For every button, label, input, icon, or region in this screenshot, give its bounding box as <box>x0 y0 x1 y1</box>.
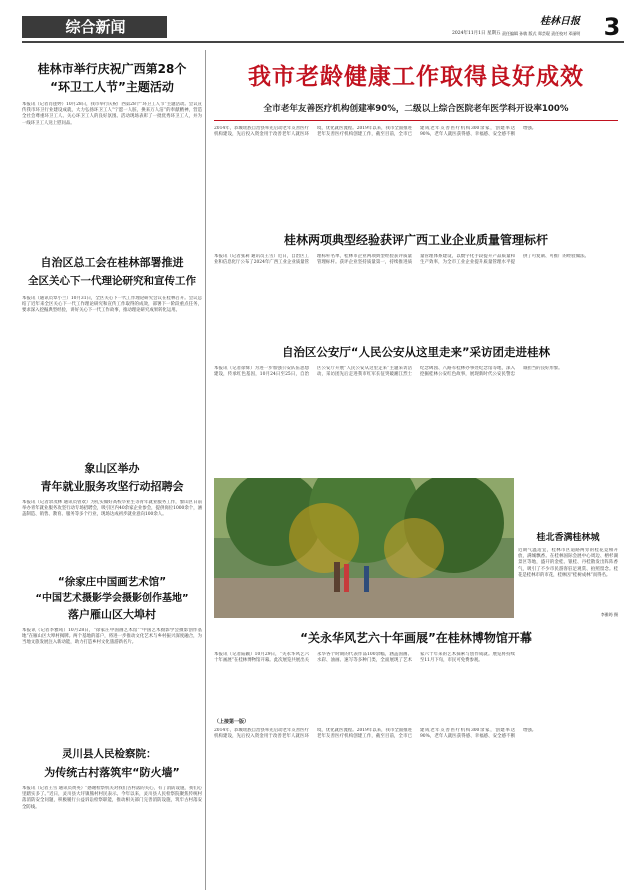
article7-title: 自治区公安厅“人民公安从这里走来”采访团走进桂林 <box>281 345 551 359</box>
continuation-label: （上接第一版） <box>214 719 250 725</box>
article9-body: 2014年，恭城瑶族自治县率先启动老年友善医疗机构建设，先后投入资金用于改善老年人就医环境，优化就医流程。2019年以来，我市全面推进老年友善医疗机构创建工作，截至目前，全市已建成老年友善医疗机构300余家，创建率达90%，老年人就医获得感、幸福感、安全感不断增强。 <box>214 126 537 138</box>
issue-date: 2024年11月1日 星期五 <box>452 31 501 36</box>
column-divider <box>205 50 206 890</box>
header-rule <box>22 41 624 43</box>
article8-body: 本报讯（记者陆颖）10月29日，“关永华风艺六十年画展”在桂林博物馆开幕。此次展览共展出关永华各个时期的代表作品100余幅，涵盖国画、水彩、油画、速写等多种门类，全面展现了艺术家六十年来的艺术探索与创作成就。展览将持续至11月下旬，市民可免费参观。 <box>214 652 515 664</box>
osmanthus-photo <box>214 478 514 618</box>
article5-title-1: 灵川县人民检察院： <box>62 748 157 760</box>
masthead-bar <box>22 14 624 40</box>
article4-body: 本报讯（记者李雅筠）10月28日，“徐家庄中国画艺术馆”“中国艺术摄影学会摄影创作基地”在雁山区大埠村揭牌。两个基地的落户，将进一步推动文化艺术与乡村振兴深度融合，为当地文旅发展注入新动能，助力打造乡村文化旅游新名片。 <box>22 628 202 646</box>
photo-story-title: 桂北香满桂林城 <box>536 533 600 543</box>
top-subhead: 全市老年友善医疗机构创建率90%，二级以上综合医院老年医学科开设率100% <box>263 104 569 114</box>
photo-story-caption: 近期气温适宜，桂林市区道路两旁的桂花竞相开放，满城飘香。在桂林国际会展中心周边、榕杉湖景区等地，盛开的金桂、银桂、丹桂散发出阵阵香气，吸引了不少市民游客驻足观赏、拍照留念。桂花是桂林市的市花，桂林因“桂树成林”而得名。 <box>518 548 618 578</box>
article7-body: 本报讯（记者徐辉）为进一步加强公安队伍思想建设，传承红色基因，10月24日至25日，自治区公安厅开展“人民公安从这里走来”主题采访活动，采访团先后走进我市红军长征突破湘江烈士纪念碑园、八路军桂林办事处纪念馆等地，深入挖掘桂林公安红色故事，展现新时代公安民警忠诚担当的良好形象。 <box>214 366 563 378</box>
article2-title-1: 自治区总工会在桂林部署推进 <box>40 256 184 269</box>
continuation-body: 2014年，恭城瑶族自治县率先启动老年友善医疗机构建设，先后投入资金用于改善老年人就医环境，优化就医流程。2019年以来，我市全面推进老年友善医疗机构创建工作，截至目前，全市已建成老年友善医疗机构300余家，创建率达90%，老年人就医获得感、幸福感、安全感不断增强。 <box>214 728 537 740</box>
article1-body: 本报讯（记者肖莲婷）10月28日，我市举行庆祝广西第28个“环卫工人节”主题活动。会议宣传我市环卫行业建设成就，大力弘扬环卫工人“宁愿一人脏，换来万人洁”的奉献精神，营造全社会尊重环卫工人、关心环卫工人的良好氛围。活动现场表彰了一批优秀环卫工人，并为一线环卫工人送上慰问品。 <box>22 102 202 126</box>
article6-body: 本报讯（记者张莉 通讯员王雪）近日，自治区工业和信息化厅公布了2024年广西工业企业质量管理标杆名单，桂林市企业两项典型经验获评质量管理标杆。获评企业坚持质量第一，持续推进质量管理体系建设，以数字化手段提升产品质量和生产效率，为全市工业企业提升质量管理水平提供了可复制、可推广的经验做法。 <box>214 254 589 266</box>
article1-title-1: 桂林市举行庆祝广西第28个 <box>37 62 187 76</box>
top-headline: 我市老龄健康工作取得良好成效 <box>248 64 584 90</box>
article3-body: 本报讯（记者余茂林 通讯员曾欢）为扎实做好高校毕业生等青年就业服务工作，象山区日前举办青年就业服务攻坚行动专场招聘会，吸引区内40余家企业参会，提供岗位1000余个，涵盖制造、销售、教育、服务等多个行业，现场达成初步就业意向100余人。 <box>22 500 202 518</box>
article3-title-1: 象山区举办 <box>84 462 140 475</box>
article6-title: 桂林两项典型经验获评广西工业企业质量管理标杆 <box>283 233 548 247</box>
article4-title-1: “徐家庄中国画艺术馆” <box>57 576 167 588</box>
page-number: 3 <box>603 13 621 41</box>
photo-credit: 李雅筠 摄 <box>600 612 618 617</box>
article5-title-2: 为传统古村落筑牢“防火墙” <box>44 766 180 779</box>
article3-title-2: 青年就业服务攻坚行动招聘会 <box>40 480 184 493</box>
article2-body: 本报讯（通讯员覃小兰）10月31日，全区关心下一代工作理论研究会议在桂林召开。会议总结了近年来全区关心下一代工作理论研究和宣传工作取得的成效，部署下一阶段重点任务，要求深入挖掘典型经验，讲好关心下一代工作故事，推动理论研究成果转化运用。 <box>22 296 202 314</box>
section-title: 综合新闻 <box>65 18 126 36</box>
editor-line: 责任编辑 孙敏 版式 郑芸琨 责任校对 邓丽明 <box>502 31 581 36</box>
article4-title-2: “中国艺术摄影学会摄影创作基地” <box>35 593 189 604</box>
article2-title-2: 全区关心下一代理论研究和宣传工作 <box>28 275 196 287</box>
article1-title-2: “环卫工人节”主题活动 <box>50 80 174 94</box>
newspaper-logo: 桂林日报 <box>540 16 580 27</box>
photo-illustration <box>214 478 514 618</box>
article4-title-3: 落户雁山区大埠村 <box>68 608 156 621</box>
subhead-rule <box>214 120 618 121</box>
article5-body: 本报讯（记者王雪 通讯员黄英）“感谢检察机关对我们古村落的关心，有了消防设施，我们心里踏实多了。”近日，灵川县大圩镇熊村村民表示。今年以来，灵川县人民检察院聚焦传统村落消防安全问题，积极履行公益诉讼检察职能，推动相关部门完善消防设施，筑牢古村落安全防线。 <box>22 786 202 810</box>
article8-title: “关永华风艺六十年画展”在桂林博物馆开幕 <box>300 631 532 645</box>
